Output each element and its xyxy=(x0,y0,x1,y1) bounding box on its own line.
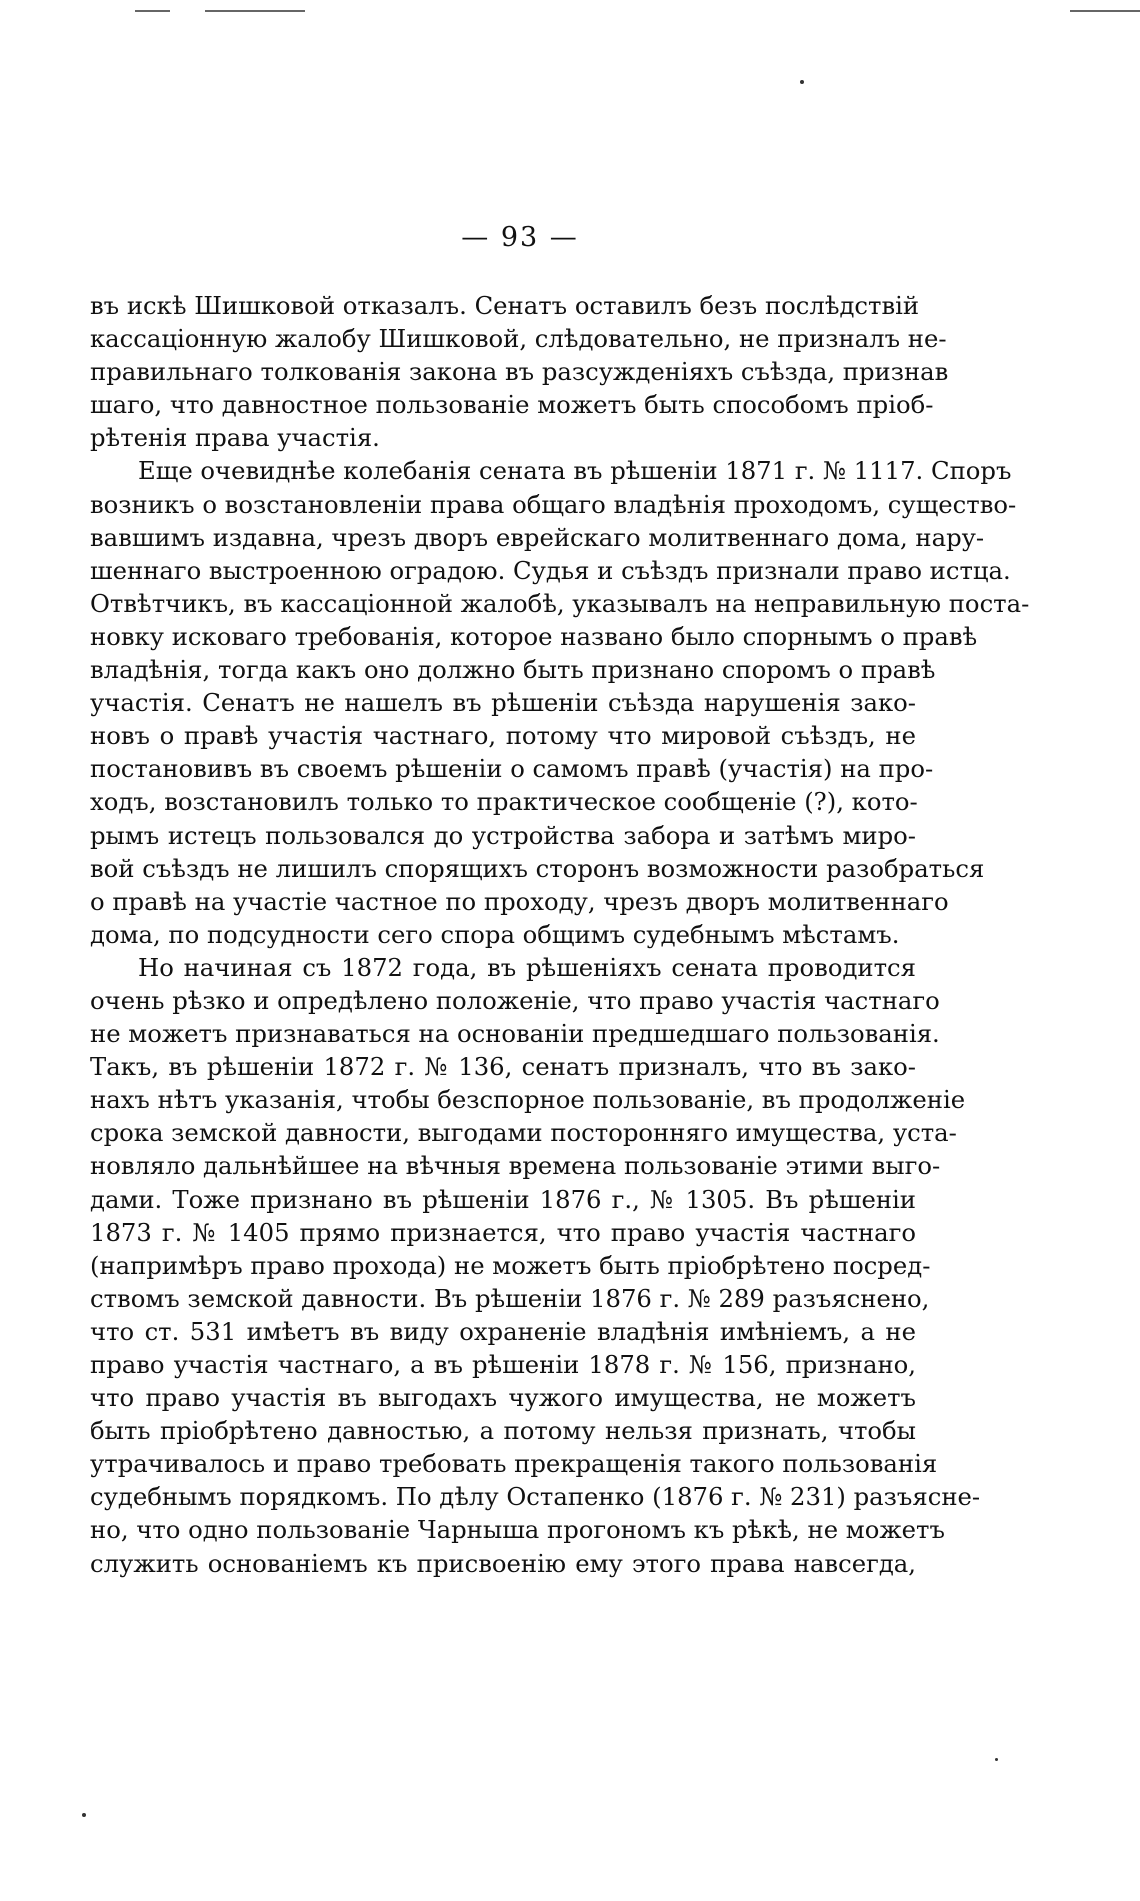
text-line: утрачивалось и право требовать прекращенія такого пользованія xyxy=(90,1449,938,1479)
text-line: новляло дальнѣйшее на вѣчныя времена пользованіе этими выго- xyxy=(90,1151,941,1181)
scan-speck xyxy=(82,1813,86,1817)
text-line: вавшимъ издавна, чрезъ дворъ еврейскаго молитвеннаго дома, нару- xyxy=(90,522,985,552)
text-line: (напримѣръ право прохода) не можетъ быть пріобрѣтено посред- xyxy=(90,1250,931,1280)
text-line: правильнаго толкованія закона въ разсужденіяхъ съѣзда, признав xyxy=(90,357,949,387)
text-line: Такъ, въ рѣшеніи 1872 г. № 136, сенатъ призналъ, что въ зако- xyxy=(90,1052,916,1082)
text-line: нахъ нѣтъ указанія, чтобы безспорное пользованіе, въ продолженіе xyxy=(90,1085,966,1115)
text-line: рѣтенія права участія. xyxy=(90,423,380,453)
body-text xyxy=(90,289,1030,1580)
text-line: не можетъ признаваться на основаніи предшедшаго пользованія. xyxy=(90,1019,940,1049)
text-line: но, что одно пользованіе Чарныша прогономъ къ рѣкѣ, не можетъ xyxy=(90,1515,945,1545)
text-line: Отвѣтчикъ, въ кассаціонной жалобѣ, указывалъ на неправильную поста- xyxy=(90,588,1030,618)
text-line: 1873 г. № 1405 прямо признается, что право участія частнаго xyxy=(90,1217,916,1247)
text-line: очень рѣзко и опредѣлено положеніе, что право участія частнаго xyxy=(90,985,940,1015)
text-line: срока земской давности, выгодами посторонняго имущества, уста- xyxy=(90,1118,957,1148)
text-line: Но начиная съ 1872 года, въ рѣшеніяхъ сената проводится xyxy=(138,952,916,982)
top-rule-center xyxy=(205,10,305,12)
text-line: новку исковаго требованія, которое названо было спорнымъ о правѣ xyxy=(90,621,978,651)
text-line: Еще очевиднѣе колебанія сената въ рѣшеніи 1871 г. № 1117. Споръ xyxy=(138,456,1012,486)
scan-speck xyxy=(800,80,804,84)
text-line: кассаціонную жалобу Шишковой, слѣдовательно, не призналъ не- xyxy=(90,324,947,354)
text-line: рымъ истецъ пользовался до устройства забора и затѣмъ миро- xyxy=(90,820,916,850)
text-line: право участія частнаго, а въ рѣшеніи 1878 г. № 156, признано, xyxy=(90,1350,916,1379)
text-line: быть пріобрѣтено давностью, а потому нельзя признать, чтобы xyxy=(90,1416,916,1446)
text-line: шаго, что давностное пользованіе можетъ быть способомъ пріоб- xyxy=(90,390,934,420)
text-line: вой съѣздъ не лишилъ спорящихъ сторонъ возможности разобраться xyxy=(90,853,985,883)
text-line: шеннаго выстроенною оградою. Судья и съѣздъ признали право истца. xyxy=(90,555,1011,585)
text-line: участія. Сенатъ не нашелъ въ рѣшеніи съѣзда нарушенія зако- xyxy=(90,688,916,718)
text-line: ходъ, возстановилъ только то практическое сообщеніе (?), кото- xyxy=(90,787,918,817)
text-line: владѣнія, тогда какъ оно должно быть признано споромъ о правѣ xyxy=(90,655,936,685)
scan-speck xyxy=(995,1758,998,1761)
text-line: въ искѣ Шишковой отказалъ. Сенатъ оставилъ безъ послѣдствій xyxy=(90,291,920,320)
top-rule-right xyxy=(1070,10,1140,12)
text-line: что право участія въ выгодахъ чужого имущества, не можетъ xyxy=(90,1383,916,1413)
text-line: новъ о правѣ участія частнаго, потому что мировой съѣздъ, не xyxy=(90,721,916,751)
text-line: о правѣ на участіе частное по проходу, чрезъ дворъ молитвеннаго xyxy=(90,886,949,916)
text-line: судебнымъ порядкомъ. По дѣлу Остапенко (1876 г. № 231) разъясне- xyxy=(90,1482,981,1512)
text-line: служить основаніемъ къ присвоенію ему этого права навсегда, xyxy=(90,1548,916,1578)
text-line: возникъ о возстановленіи права общаго владѣнія проходомъ, существо- xyxy=(90,489,1017,519)
top-rule-left xyxy=(135,10,170,12)
text-line: дома, по подсудности сего спора общимъ судебнымъ мѣстамъ. xyxy=(90,919,900,949)
text-line: ствомъ земской давности. Въ рѣшеніи 1876 г. № 289 разъяснено, xyxy=(90,1283,930,1313)
text-line: что ст. 531 имѣетъ въ виду охраненіе владѣнія имѣніемъ, а не xyxy=(90,1316,916,1346)
text-line: постановивъ въ своемъ рѣшеніи о самомъ правѣ (участія) на про- xyxy=(90,754,934,784)
text-line: дами. Тоже признано въ рѣшеніи 1876 г., № 1305. Въ рѣшеніи xyxy=(90,1184,916,1214)
page-number: — 93 — xyxy=(461,222,579,253)
